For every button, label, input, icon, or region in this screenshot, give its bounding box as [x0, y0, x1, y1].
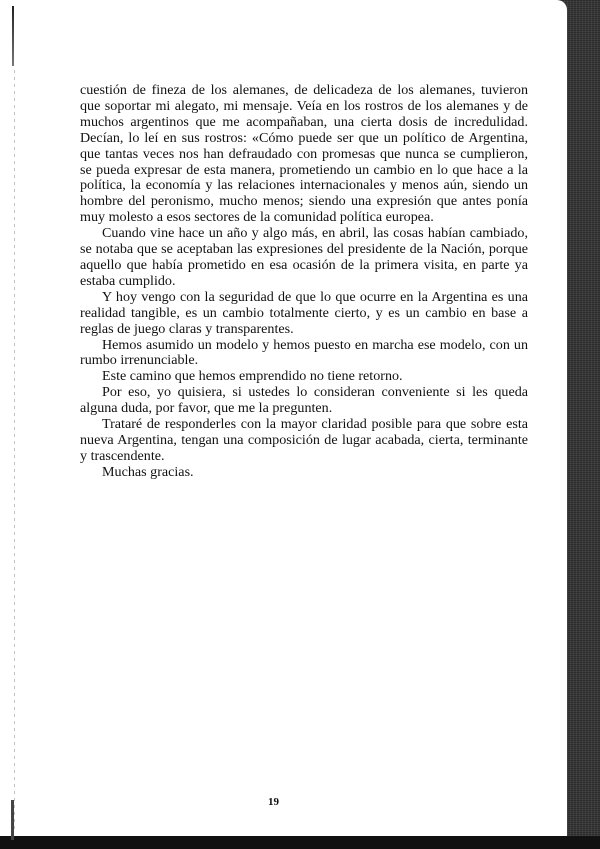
scan-bottom-edge: [0, 836, 600, 849]
paragraph: Y hoy vengo con la seguridad de que lo que ocurre en la Argentina es una realidad tangible, es un cambio totalmente cierto, y es un cambio en base a reglas de juego claras y transparentes.: [80, 288, 528, 337]
paragraph-continuation: cuestión de fineza de los alemanes, de delicadeza de los alemanes, tuvieron que soportar mi alegato, mi mensaje. Veía en los rostros de los alemanes y de muchos argentinos que me acompañaban, una cierta dosis de incredulidad. Decían, lo leí en sus rostros: «Cómo puede ser que un político de Argentina, que tantas veces nos han defraudado con promesas que nunca se cumplieron, se pueda expresar de esta manera, prometiendo un cambio en lo que hace a la política, la economía y las relaciones internacionales y menos aún, siendo un hombre del peronismo, mucho menos; siendo una expresión que antes ponía muy molesto a esos sectores de la comunidad política europea.: [80, 82, 528, 226]
paragraph: Trataré de responderles con la mayor claridad posible para que sobre esta nueva Argentina, tengan una composición de lugar acabada, cierta, terminante y trascendente.: [80, 416, 528, 464]
binding-mark-top: [12, 6, 14, 66]
body-text: [80, 83, 528, 481]
paragraph-closing: Muchas gracias.: [102, 463, 194, 480]
paragraph: Hemos asumido un modelo y hemos puesto en marcha ese modelo, con un rumbo irrenunciable.: [80, 336, 528, 369]
page-number: 19: [268, 796, 279, 808]
paragraph: Por eso, yo quisiera, si ustedes lo consideran conveniente si les queda alguna duda, por favor, que me la pregunten.: [80, 384, 528, 417]
binding-mark-middle: [14, 70, 15, 830]
paragraph: Este camino que hemos emprendido no tiene retorno.: [102, 368, 403, 385]
paragraph: Cuando vine hace un año y algo más, en abril, las cosas habían cambiado, se notaba que se aceptaban las expresiones del presidente de la Nación, porque aquello que había prometido en esa ocasión de la primera visita, en parte ya estaba cumplido.: [80, 225, 528, 289]
